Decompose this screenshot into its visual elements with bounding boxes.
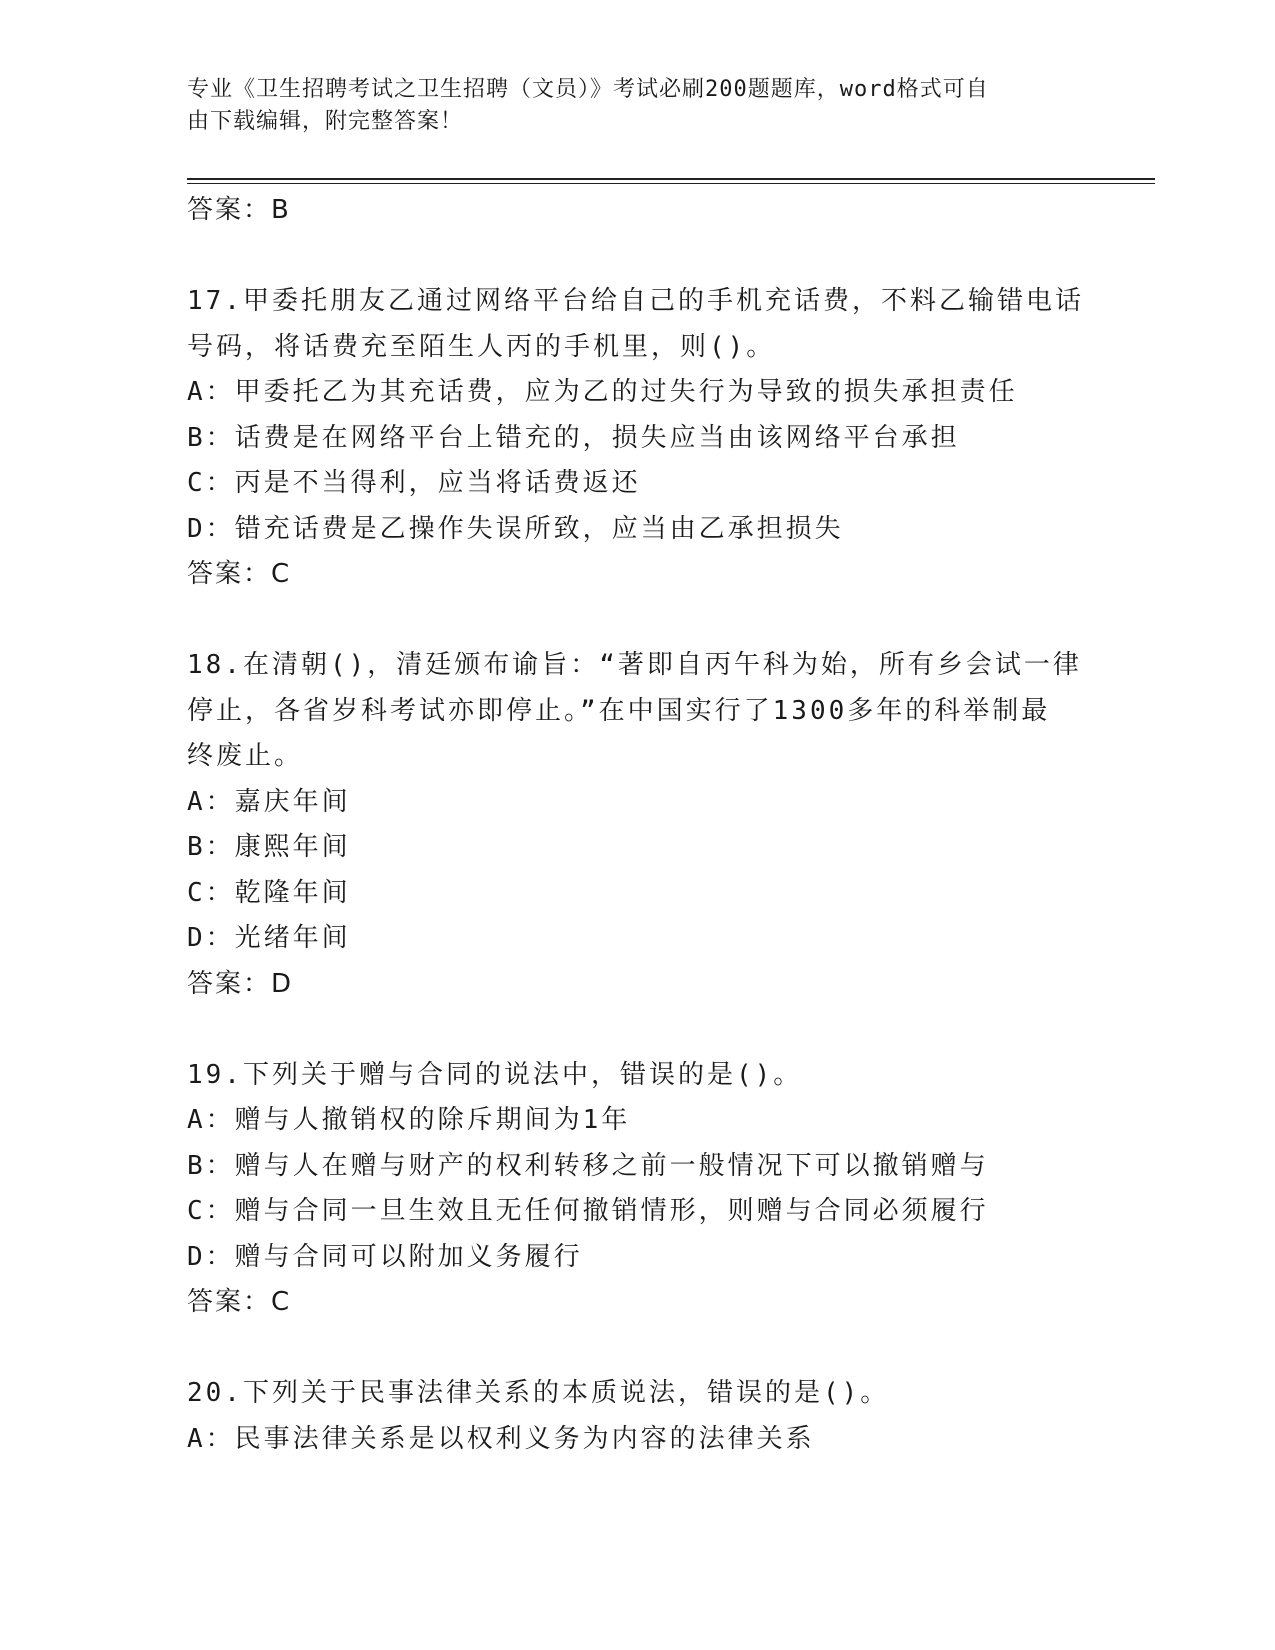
question-17-option-b: B：话费是在网络平台上错充的，损失应当由该网络平台承担 <box>187 422 960 453</box>
question-18-answer: 答案：D <box>187 968 294 999</box>
question-18-option-b: B：康熙年间 <box>187 832 351 862</box>
question-19-answer: 答案：C <box>187 1287 292 1317</box>
question-18-stem-line-1: 18.在清朝()，清廷颁布谕旨：“著即自丙午科为始，所有乡会试一律 <box>187 650 1082 680</box>
question-18 <box>187 643 1087 1007</box>
question-20 <box>187 1371 1087 1462</box>
question-19-option-b: B：赠与人在赠与财产的权利转移之前一般情况下可以撤销赠与 <box>187 1150 989 1181</box>
question-17-option-d: D：错充话费是乙操作失误所致，应当由乙承担损失 <box>187 513 844 544</box>
header-divider-thin <box>187 183 1155 184</box>
question-17-stem-line-1: 17.甲委托朋友乙通过网络平台给自己的手机充话费，不料乙输错电话 <box>187 286 1084 316</box>
question-18-option-d: D：光绪年间 <box>187 923 351 953</box>
question-17 <box>187 279 1087 598</box>
question-19-option-d: D：赠与合同可以附加义务履行 <box>187 1241 583 1272</box>
answer-16: 答案：B <box>187 195 291 225</box>
document-header <box>187 74 1087 138</box>
header-title-line-1: 专业《卫生招聘考试之卫生招聘（文员）》考试必刷200题题库，word格式可自 <box>187 77 989 102</box>
question-list <box>187 188 1087 1462</box>
spacer <box>187 1326 1087 1372</box>
spacer <box>187 1007 1087 1053</box>
question-18-option-c: C：乾隆年间 <box>187 877 351 908</box>
question-19-option-a: A：赠与人撤销权的除斥期间为1年 <box>187 1105 631 1135</box>
question-17-answer: 答案：C <box>187 559 292 589</box>
question-17-option-c: C：丙是不当得利，应当将话费返还 <box>187 468 641 498</box>
question-18-stem-line-3: 终废止。 <box>187 741 304 771</box>
question-18-option-a: A：嘉庆年间 <box>187 786 351 817</box>
question-17-stem-line-2: 号码，将话费充至陌生人丙的手机里，则()。 <box>187 331 776 362</box>
question-18-stem-line-2: 停止，各省岁科考试亦即停止。”在中国实行了1300多年的科举制最 <box>187 695 1051 726</box>
question-20-option-a: A：民事法律关系是以权利义务为内容的法律关系 <box>187 1423 815 1454</box>
header-title-line-2: 由下载编辑，附完整答案！ <box>187 109 464 134</box>
spacer <box>187 234 1087 280</box>
question-20-stem-line-1: 20.下列关于民事法律关系的本质说法，错误的是()。 <box>187 1378 890 1408</box>
question-19 <box>187 1053 1087 1326</box>
question-19-option-c: C：赠与合同一旦生效且无任何撤销情形，则赠与合同必须履行 <box>187 1196 989 1226</box>
question-19-stem-line-1: 19.下列关于赠与合同的说法中，错误的是()。 <box>187 1059 803 1090</box>
spacer <box>187 598 1087 644</box>
question-17-option-a: A：甲委托乙为其充话费，应为乙的过失行为导致的损失承担责任 <box>187 377 1018 407</box>
header-divider-thick <box>187 178 1155 180</box>
